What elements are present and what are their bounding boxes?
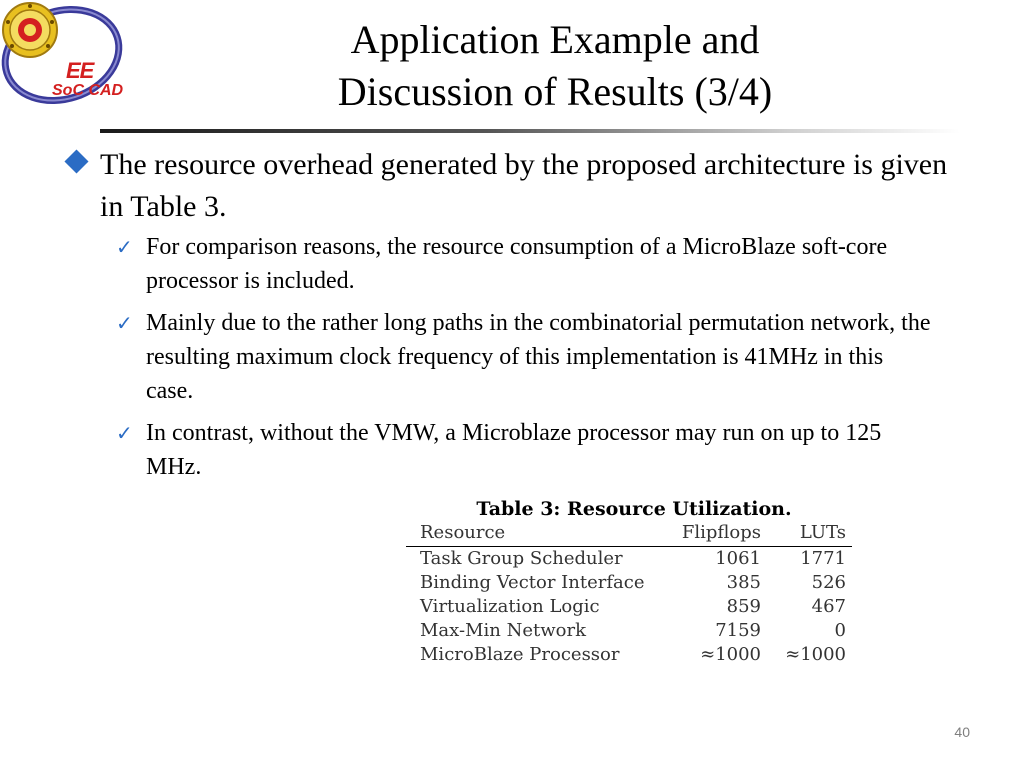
- sub-bullet-text: For comparison reasons, the resource consumption of a MicroBlaze soft-core processor is included.: [146, 234, 888, 294]
- table-row: [406, 619, 852, 643]
- table-cell-luts: ≈1000: [785, 644, 846, 665]
- table-cell-luts: 1771: [800, 548, 846, 569]
- slide-title-line-2: Discussion of Results (3/4): [337, 69, 773, 114]
- resource-table-figure: [406, 496, 852, 667]
- sub-bullet-item: [116, 306, 936, 408]
- page-number: 40: [954, 724, 970, 740]
- logo-soccad-text: SoC CAD: [52, 82, 124, 99]
- title-divider: [100, 129, 960, 133]
- table-header-luts: LUTs: [767, 522, 852, 547]
- table-cell-resource: Task Group Scheduler: [420, 548, 623, 569]
- table-row: [406, 571, 852, 595]
- checkmark-icon: ✓: [116, 311, 133, 335]
- table-caption: Table 3: Resource Utilization.: [476, 498, 792, 520]
- table-cell-flipflops: ≈1000: [700, 644, 761, 665]
- table-cell-flipflops: 7159: [715, 620, 761, 641]
- main-bullet-text: The resource overhead generated by the proposed architecture is given in Table 3.: [100, 148, 948, 223]
- slide-title-line-1: Application Example and: [350, 17, 760, 62]
- main-bullet: [64, 144, 964, 228]
- sub-bullet-text: Mainly due to the rather long paths in the combinatorial permutation network, the resulting maximum clock frequency of this implementation is 41MHz in this case.: [146, 310, 931, 404]
- sub-bullet-item: [116, 416, 936, 484]
- table-header-flipflops: Flipflops: [663, 522, 767, 547]
- table-header-row: [406, 522, 852, 547]
- table-row: [406, 595, 852, 619]
- table-cell-resource: Max-Min Network: [420, 620, 586, 641]
- checkmark-icon: ✓: [116, 235, 133, 259]
- table-cell-luts: 467: [811, 596, 846, 617]
- table-header-resource: Resource: [406, 522, 663, 547]
- logo-ee-text: EE: [66, 58, 94, 83]
- sub-bullet-text: In contrast, without the VMW, a Microblaze processor may run on up to 125 MHz.: [146, 420, 882, 480]
- table-cell-resource: Virtualization Logic: [420, 596, 600, 617]
- table-cell-luts: 0: [834, 620, 846, 641]
- sub-bullet-item: [116, 230, 936, 298]
- table-cell-flipflops: 859: [726, 596, 761, 617]
- table-cell-luts: 526: [811, 572, 846, 593]
- table-row: [406, 643, 852, 667]
- university-logo: [0, 0, 130, 110]
- diamond-bullet-icon: [64, 149, 88, 173]
- checkmark-icon: ✓: [116, 421, 133, 445]
- slide-title: [240, 14, 870, 118]
- sub-bullet-list: [116, 230, 936, 492]
- table-cell-resource: MicroBlaze Processor: [420, 644, 620, 665]
- table-cell-flipflops: 1061: [715, 548, 761, 569]
- table-row: [406, 547, 852, 572]
- table-cell-flipflops: 385: [726, 572, 761, 593]
- resource-utilization-table: [406, 522, 852, 667]
- table-cell-resource: Binding Vector Interface: [420, 572, 645, 593]
